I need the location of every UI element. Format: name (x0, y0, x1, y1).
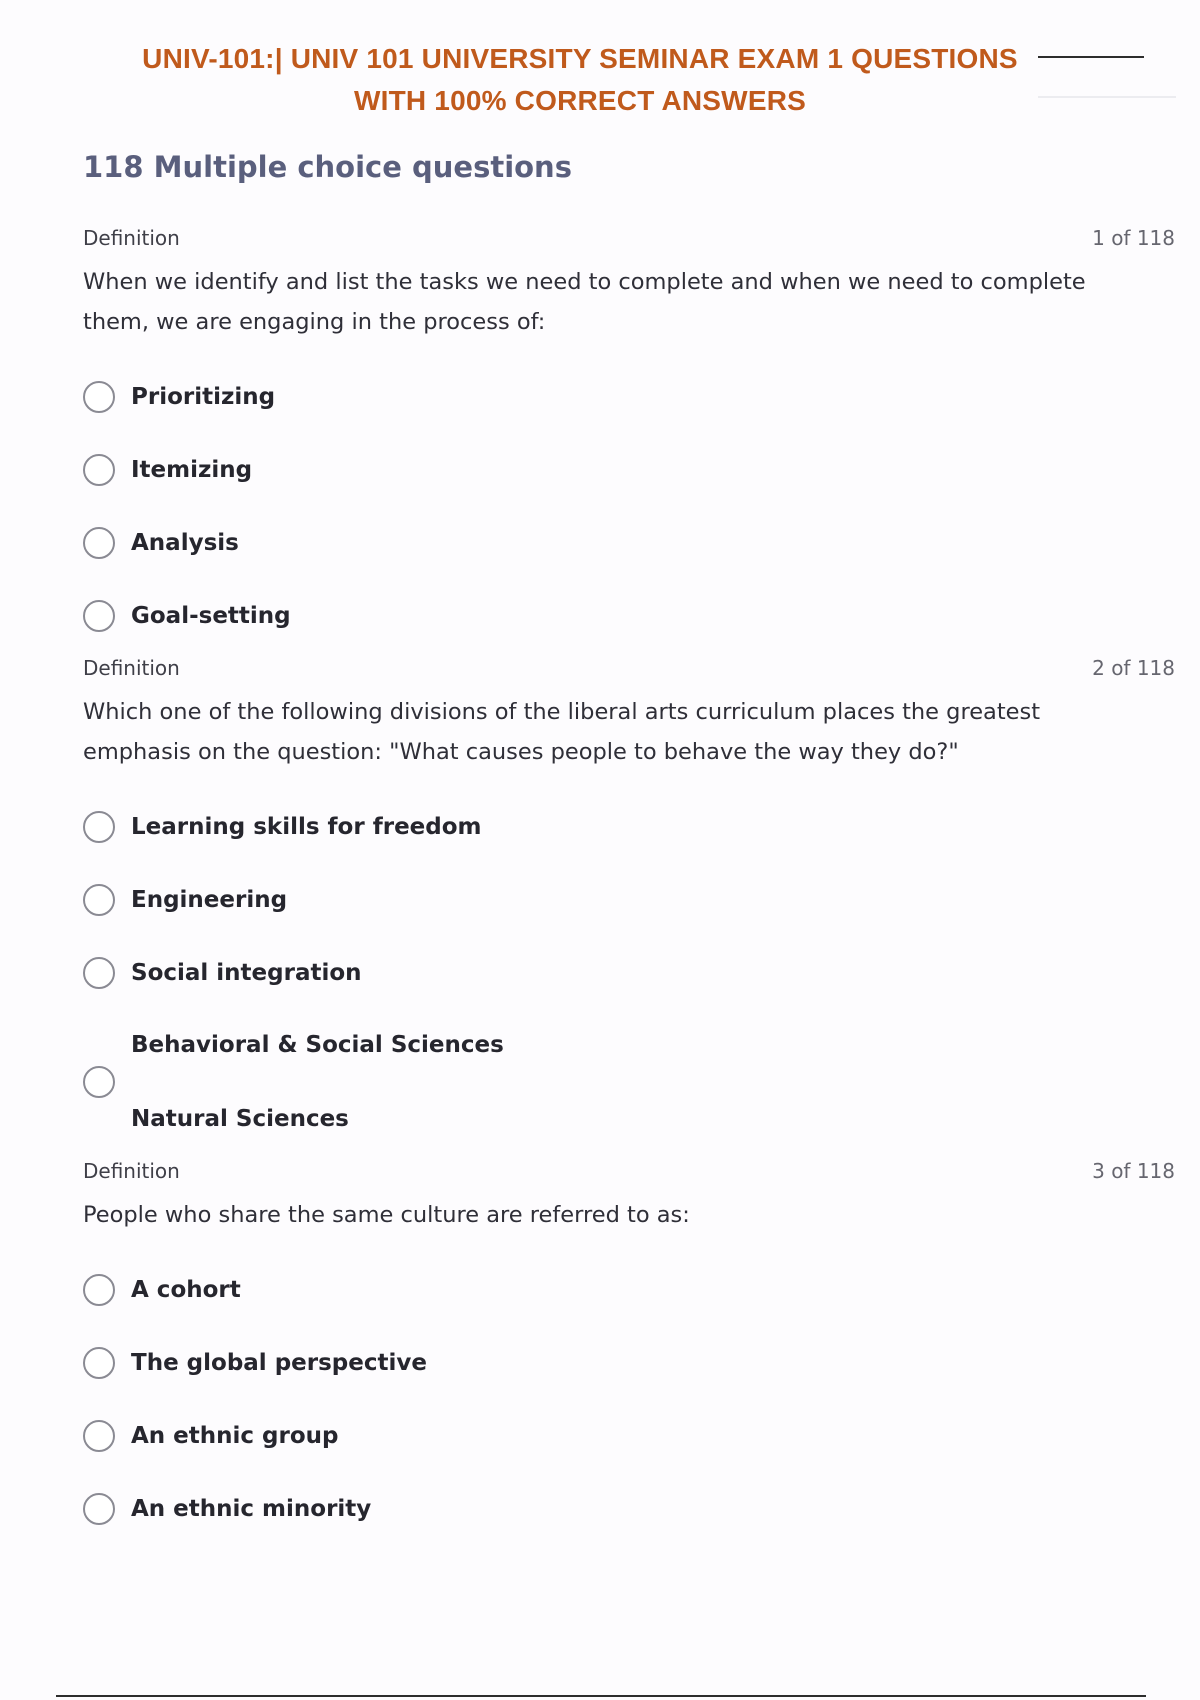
answer-option-label: Natural Sciences (131, 1106, 349, 1132)
question-meta (83, 656, 1175, 686)
document-title-line-1: UNIV-101:| UNIV 101 UNIVERSITY SEMINAR EXAM 1 QUESTIONS (142, 43, 1018, 74)
radio-button[interactable] (83, 1347, 115, 1379)
answer-options (83, 360, 1175, 652)
radio-button[interactable] (83, 1420, 115, 1452)
answer-option[interactable] (83, 1472, 1175, 1545)
answer-option-label: Learning skills for freedom (131, 813, 482, 840)
answer-option[interactable] (83, 1009, 1175, 1155)
question-text: When we identify and list the tasks we need to complete and when we need to complete them, we are engaging in the process of: (83, 269, 1086, 335)
radio-button[interactable] (83, 1066, 115, 1098)
answer-option[interactable] (83, 936, 1175, 1009)
header-divider (1038, 56, 1144, 58)
document-header (60, 38, 1100, 122)
answer-option[interactable] (83, 506, 1175, 579)
answer-option[interactable] (83, 433, 1175, 506)
question-card (83, 656, 1175, 1155)
answer-options (83, 1253, 1175, 1545)
radio-button[interactable] (83, 454, 115, 486)
answer-option-label: Social integration (131, 959, 362, 986)
answer-option[interactable] (83, 1326, 1175, 1399)
answer-option[interactable] (83, 1399, 1175, 1472)
radio-button[interactable] (83, 1493, 115, 1525)
answer-option[interactable] (83, 360, 1175, 433)
answer-option-label: An ethnic minority (131, 1495, 372, 1522)
question-type: Definition (83, 1159, 180, 1183)
answer-option-label: Engineering (131, 886, 288, 913)
question-meta (83, 226, 1175, 256)
answer-options (83, 790, 1175, 1155)
answer-option[interactable] (83, 863, 1175, 936)
question-card (83, 1159, 1175, 1545)
radio-button[interactable] (83, 1274, 115, 1306)
answer-option-label: An ethnic group (131, 1422, 339, 1449)
answer-option[interactable] (83, 1253, 1175, 1326)
header-divider-faint (1038, 96, 1176, 98)
answer-option-label: Analysis (131, 529, 239, 556)
radio-button[interactable] (83, 811, 115, 843)
answer-option-label: A cohort (131, 1276, 241, 1303)
radio-button[interactable] (83, 957, 115, 989)
question-type: Definition (83, 656, 180, 680)
radio-button[interactable] (83, 600, 115, 632)
answer-option-label: The global perspective (131, 1349, 427, 1376)
document-title-line-2: WITH 100% CORRECT ANSWERS (353, 85, 806, 116)
answer-option-label: Itemizing (131, 456, 253, 483)
question-text: People who share the same culture are referred to as: (83, 1202, 690, 1228)
answer-option[interactable] (83, 790, 1175, 863)
answer-option-label: Behavioral & Social Sciences (131, 1032, 504, 1058)
footer-divider (56, 1695, 1146, 1697)
answer-option-label-group (131, 1032, 504, 1132)
question-counter: 2 of 118 (1092, 656, 1175, 680)
question-text: Which one of the following divisions of the liberal arts curriculum places the greatest emphasis on the question: "What causes people to behave the way they do?" (83, 699, 1041, 765)
radio-button[interactable] (83, 527, 115, 559)
answer-option[interactable] (83, 579, 1175, 652)
radio-button[interactable] (83, 884, 115, 916)
question-counter: 3 of 118 (1092, 1159, 1175, 1183)
question-counter: 1 of 118 (1092, 226, 1175, 250)
question-type: Definition (83, 226, 180, 250)
radio-button[interactable] (83, 381, 115, 413)
answer-option-label: Prioritizing (131, 383, 276, 410)
question-count-heading: 118 Multiple choice questions (83, 150, 572, 184)
question-meta (83, 1159, 1175, 1189)
answer-option-label: Goal-setting (131, 602, 291, 629)
question-card (83, 226, 1175, 652)
